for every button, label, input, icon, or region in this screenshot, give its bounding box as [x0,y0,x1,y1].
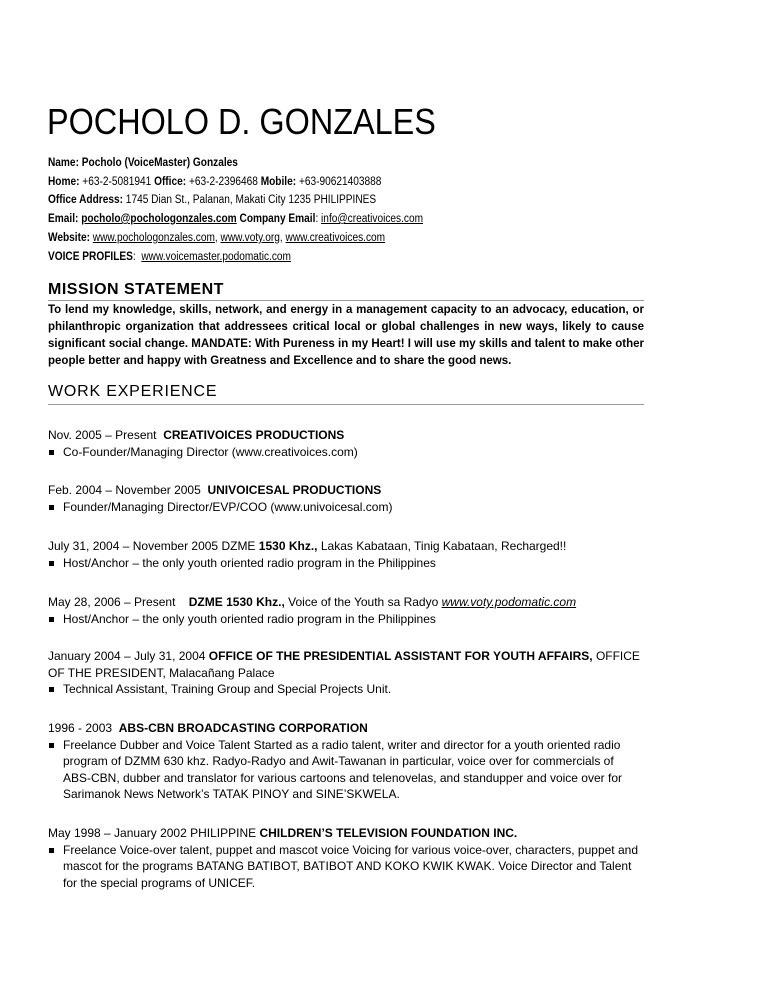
job-company: UNIVOICESAL PRODUCTIONS [207,483,382,497]
mission-text: To lend my knowledge, skills, network, and energy in a management capacity to an advocacy, education, or philanthropic organization that addressees critical local or global challenges in new ways, likely to cause significant social change. MANDATE: With Pureness in my Heart! I will use my skills and talent to make other people better and happy with Greatness and Excellence and to share the good news. [48,304,644,367]
name-value: Pocholo (VoiceMaster) Gonzales [81,157,238,169]
name-label: Name: [48,157,79,169]
job-bullet-text: Co-Founder/Managing Director (www.creativoices.com) [63,444,358,459]
job-company: OFFICE OF THE PRESIDENTIAL ASSISTANT FOR YOUTH AFFAIRS, [208,649,593,663]
home-value: +63-2-5081941 [82,176,152,188]
email-link[interactable]: pocholo@pochologonzales.com [81,213,237,225]
website-link-1[interactable]: www.pochologonzales.com [92,232,215,244]
job-bullet [48,681,644,698]
job-bullet [48,555,644,572]
work-heading: WORK EXPERIENCE [48,383,218,400]
bullet-icon [49,450,54,455]
contact-name-line [48,155,238,171]
job-date: January 2004 – July 31, 2004 [48,649,206,663]
job-date: May 28, 2006 – Present [48,595,176,609]
job-link[interactable]: www.voty.podomatic.com [441,595,577,609]
contact-voice-line: VOICE PROFILES: www.voicemaster.podomatic.com [48,251,291,263]
job-date: July 31, 2004 – November 2005 DZME [48,539,256,553]
home-label: Home: [48,176,80,188]
job-bullet [48,444,644,461]
bullet-icon [49,687,54,692]
contact-website-line: Website: www.pochologonzales.com, www.voty.org, www.creativoices.com [48,232,386,244]
bullet-icon [49,848,54,853]
bullet-icon [49,561,54,566]
job-entry [48,482,644,515]
job-date: May 1998 – January 2002 PHILIPPINE [48,826,257,840]
page-title: POCHOLO D. GONZALES [47,101,436,142]
website-link-3[interactable]: www.creativoices.com [285,232,386,244]
job-header [48,825,644,842]
mobile-value: +63-90621403888 [298,176,382,188]
bullet-icon [49,743,54,748]
mission-heading: MISSION STATEMENT [48,281,224,298]
contact-address-line [48,192,376,208]
job-bullet-text: Freelance Dubber and Voice Talent Started as a radio talent, writer and director for a youth oriented radio program of DZMM 630 khz. Radyo-Radyo and Awit-Tawanan in particular, voice over for commercials of ABS-CBN, dubber and translator for various cartoons and telenovelas, and standupper and voice over for Sarimanok News Network’s TATAK PINOY and SINE’SKWELA. [63,737,622,801]
job-extra: Lakas Kabataan, Tinig Kabataan, Recharged!! [320,539,567,553]
job-date: 1996 - 2003 [48,721,113,735]
address-value: 1745 Dian St., Palanan, Makati City 1235 PHILIPPINES [125,194,377,206]
website-label: Website: [48,232,90,244]
job-header [48,482,644,499]
job-extra: Voice of the Youth sa Radyo [288,595,439,609]
job-date: Nov. 2005 – Present [48,428,157,442]
job-company: 1530 Khz., [258,539,318,553]
job-entry [48,825,644,891]
job-entry [48,538,644,571]
job-bullet-text: Freelance Voice-over talent, puppet and mascot voice Voicing for various voice-over, characters, puppet and mascot for the programs BATANG BATIBOT, BATIBOT AND KOKO KWIK KWAK. Voice Director and Talent for the special programs of UNICEF. [63,842,638,890]
website-link-2[interactable]: www.voty.org [220,232,280,244]
job-company: CHILDREN’S TELEVISION FOUNDATION INC. [259,826,518,840]
job-header [48,538,644,555]
job-entry [48,648,644,698]
job-header [48,720,644,737]
company-email-label: Company Email [239,213,316,225]
job-header [48,594,644,611]
job-bullet [48,611,644,628]
job-company: CREATIVOICES PRODUCTIONS [163,428,345,442]
job-header [48,648,644,681]
job-company: ABS-CBN BROADCASTING CORPORATION [118,721,368,735]
office-value: +63-2-2396468 [188,176,258,188]
job-entry [48,427,644,460]
work-divider [48,404,644,405]
job-bullet [48,842,644,892]
job-bullet-text: Founder/Managing Director/EVP/COO (www.univoicesal.com) [63,499,393,514]
bullet-icon [49,617,54,622]
job-bullet-text: Host/Anchor – the only youth oriented radio program in the Philippines [63,555,436,570]
contact-email-line: Email: pocholo@pochologonzales.com Company Email: info@creativoices.com [48,213,424,225]
email-label: Email: [48,213,79,225]
job-bullet [48,737,644,803]
mission-divider [48,300,644,301]
bullet-icon [49,505,54,510]
job-extra: OFFICE OF THE PRESIDENT, Malacañang Palace [48,649,640,680]
job-date: Feb. 2004 – November 2005 [48,483,201,497]
office-label: Office: [154,176,187,188]
job-entry [48,594,644,627]
contact-phone-line [48,174,381,190]
company-email-link[interactable]: info@creativoices.com [321,213,424,225]
job-bullet [48,499,644,516]
voice-profiles-label: VOICE PROFILES [48,251,133,263]
job-company: DZME 1530 Khz., [188,595,285,609]
mobile-label: Mobile: [260,176,297,188]
voice-profiles-link[interactable]: www.voicemaster.podomatic.com [141,251,291,263]
job-bullet-text: Technical Assistant, Training Group and Special Projects Unit. [63,682,392,696]
address-label: Office Address: [48,194,123,206]
job-bullet-text: Host/Anchor – the only youth oriented radio program in the Philippines [63,611,436,626]
job-entry [48,720,644,803]
job-header [48,427,644,444]
